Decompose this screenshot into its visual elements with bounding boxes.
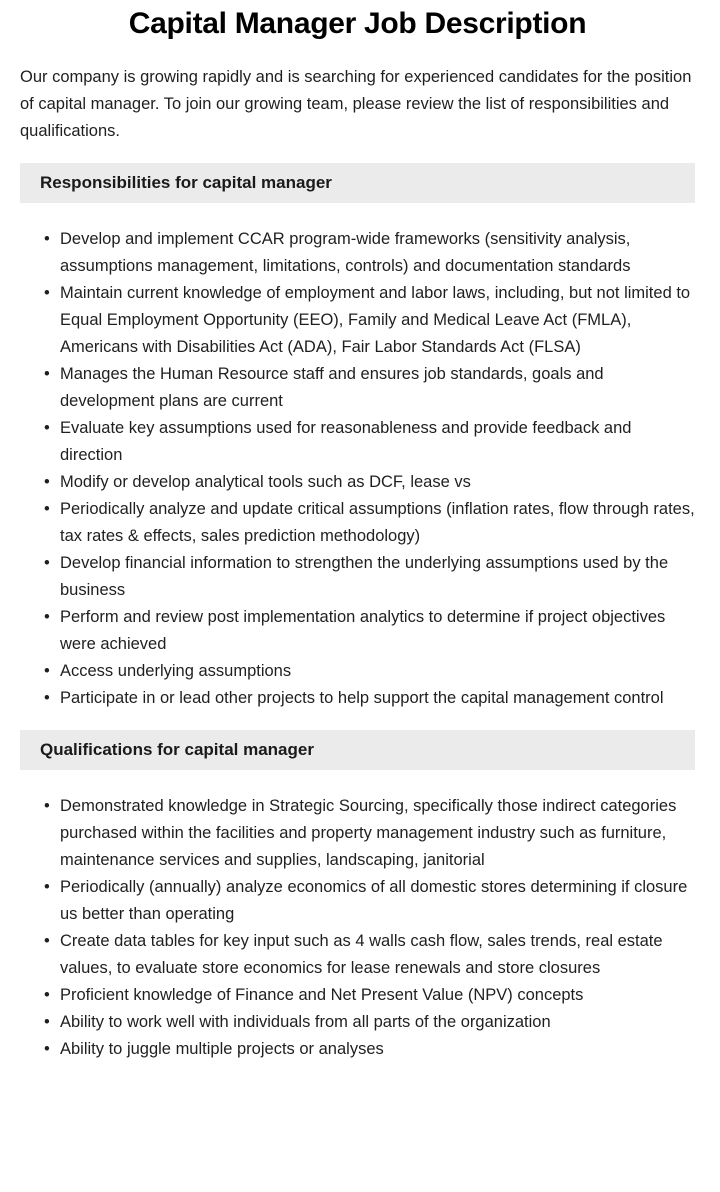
list-item: • Evaluate key assumptions used for reasonableness and provide feedback and direction <box>44 415 695 469</box>
list-item: • Ability to work well with individuals from all parts of the organization <box>44 1009 695 1036</box>
list-item: • Demonstrated knowledge in Strategic Sourcing, specifically those indirect categories purchased within the facilities and property management industry such as furniture, maintenance services and supplies, landscaping, janitorial <box>44 793 695 874</box>
list-item: • Develop and implement CCAR program-wide frameworks (sensitivity analysis, assumptions management, limitations, controls) and documentation standards <box>44 226 695 280</box>
list-item: • Participate in or lead other projects to help support the capital management control <box>44 685 695 712</box>
responsibilities-list <box>20 226 695 712</box>
list-item: • Access underlying assumptions <box>44 658 695 685</box>
list-item: • Develop financial information to strengthen the underlying assumptions used by the business <box>44 550 695 604</box>
qualifications-section-header <box>20 730 695 770</box>
list-item: • Periodically (annually) analyze economics of all domestic stores determining if closure us better than operating <box>44 874 695 928</box>
qualifications-heading: Qualifications for capital manager <box>40 740 314 759</box>
page-title: Capital Manager Job Description <box>128 7 587 40</box>
section-qualifications <box>20 730 695 1063</box>
list-item: • Maintain current knowledge of employment and labor laws, including, but not limited to Equal Employment Opportunity (EEO), Family and Medical Leave Act (FMLA), Americans with Disabilities Act (ADA), Fair Labor Standards Act (FLSA) <box>44 280 695 361</box>
list-item: • Periodically analyze and update critical assumptions (inflation rates, flow through rates, tax rates & effects, sales prediction methodology) <box>44 496 695 550</box>
qualifications-list <box>20 793 695 1063</box>
intro-paragraph: Our company is growing rapidly and is searching for experienced candidates for the position of capital manager. To join our growing team, please review the list of responsibilities and qualifications. <box>20 68 692 140</box>
list-item: • Manages the Human Resource staff and ensures job standards, goals and development plans are current <box>44 361 695 415</box>
list-item: • Proficient knowledge of Finance and Net Present Value (NPV) concepts <box>44 982 695 1009</box>
section-responsibilities <box>20 163 695 712</box>
responsibilities-section-header <box>20 163 695 203</box>
list-item: • Create data tables for key input such as 4 walls cash flow, sales trends, real estate values, to evaluate store economics for lease renewals and store closures <box>44 928 695 982</box>
list-item: • Ability to juggle multiple projects or analyses <box>44 1036 695 1063</box>
responsibilities-heading: Responsibilities for capital manager <box>40 173 332 192</box>
list-item: • Modify or develop analytical tools such as DCF, lease vs <box>44 469 695 496</box>
list-item: • Perform and review post implementation analytics to determine if project objectives were achieved <box>44 604 695 658</box>
